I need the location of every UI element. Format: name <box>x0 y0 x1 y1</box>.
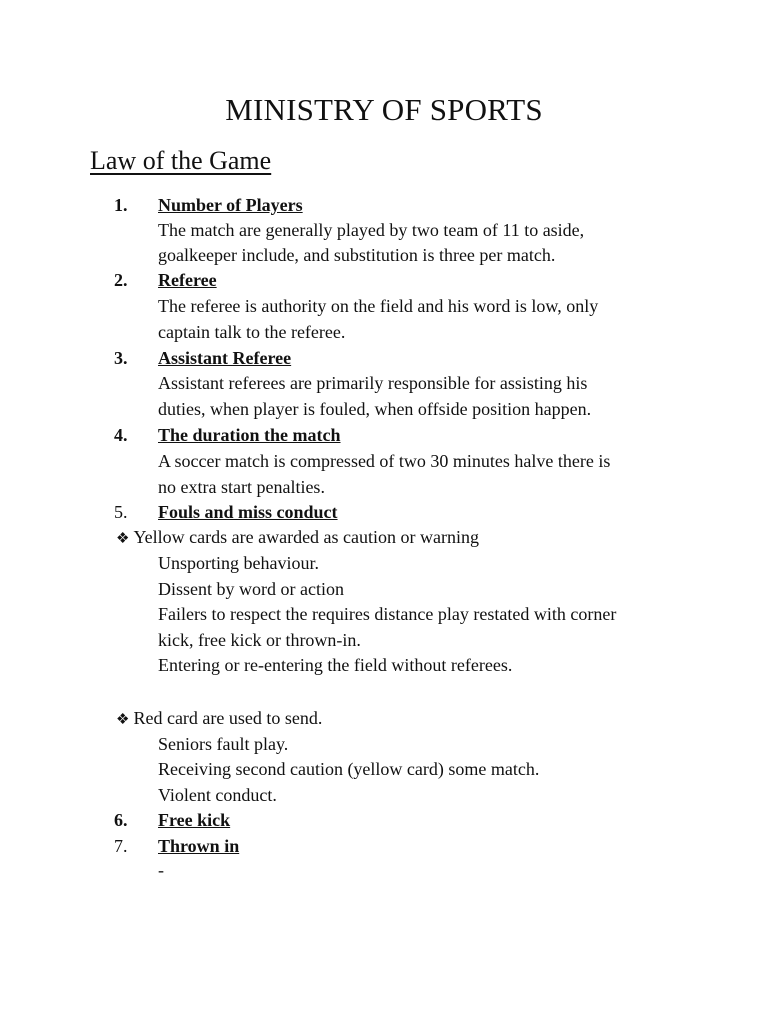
section-heading: Referee <box>158 270 217 290</box>
body-line: A soccer match is compressed of two 30 minutes halve there is <box>158 451 611 471</box>
bullet-red-cards <box>116 708 322 729</box>
page-subtitle: Law of the Game <box>90 146 272 175</box>
section-number: 2. <box>114 270 128 290</box>
body-line: Assistant referees are primarily responsible for assisting his <box>158 373 588 393</box>
body-line: kick, free kick or thrown-in. <box>158 630 361 650</box>
body-line: Receiving second caution (yellow card) some match. <box>158 759 540 779</box>
section-heading: Thrown in <box>158 836 240 856</box>
section-number: 5. <box>114 502 128 522</box>
trailing-dash: - <box>158 860 164 880</box>
section-number: 3. <box>114 348 128 368</box>
section-number: 7. <box>114 836 128 856</box>
section-heading: Fouls and miss conduct <box>158 502 338 522</box>
page-title: MINISTRY OF SPORTS <box>225 92 543 127</box>
diamond-bullet-icon: ❖ <box>116 712 130 728</box>
body-line: no extra start penalties. <box>158 477 325 497</box>
body-line: The referee is authority on the field and his word is low, only <box>158 296 599 316</box>
bullet-text: Yellow cards are awarded as caution or warning <box>133 527 480 547</box>
body-line: Failers to respect the requires distance play restated with corner <box>158 604 617 624</box>
body-line: Unsporting behaviour. <box>158 553 319 573</box>
section-heading: Number of Players <box>158 195 303 215</box>
body-line: Seniors fault play. <box>158 734 289 754</box>
bullet-text: Red card are used to send. <box>133 708 323 728</box>
section-heading: Assistant Referee <box>158 348 292 368</box>
body-line: Violent conduct. <box>158 785 277 805</box>
bullet-yellow-cards <box>116 527 479 548</box>
body-line: duties, when player is fouled, when offside position happen. <box>158 399 592 419</box>
section-heading: The duration the match <box>158 425 341 445</box>
body-line: Dissent by word or action <box>158 579 344 599</box>
body-line: captain talk to the referee. <box>158 322 346 342</box>
section-number: 6. <box>114 810 128 830</box>
diamond-bullet-icon: ❖ <box>116 531 130 547</box>
section-number: 1. <box>114 195 128 215</box>
body-line: goalkeeper include, and substitution is three per match. <box>158 245 556 265</box>
section-heading: Free kick <box>158 810 231 830</box>
section-number: 4. <box>114 425 128 445</box>
body-line: The match are generally played by two team of 11 to aside, <box>158 220 585 240</box>
body-line: Entering or re-entering the field without referees. <box>158 655 513 675</box>
